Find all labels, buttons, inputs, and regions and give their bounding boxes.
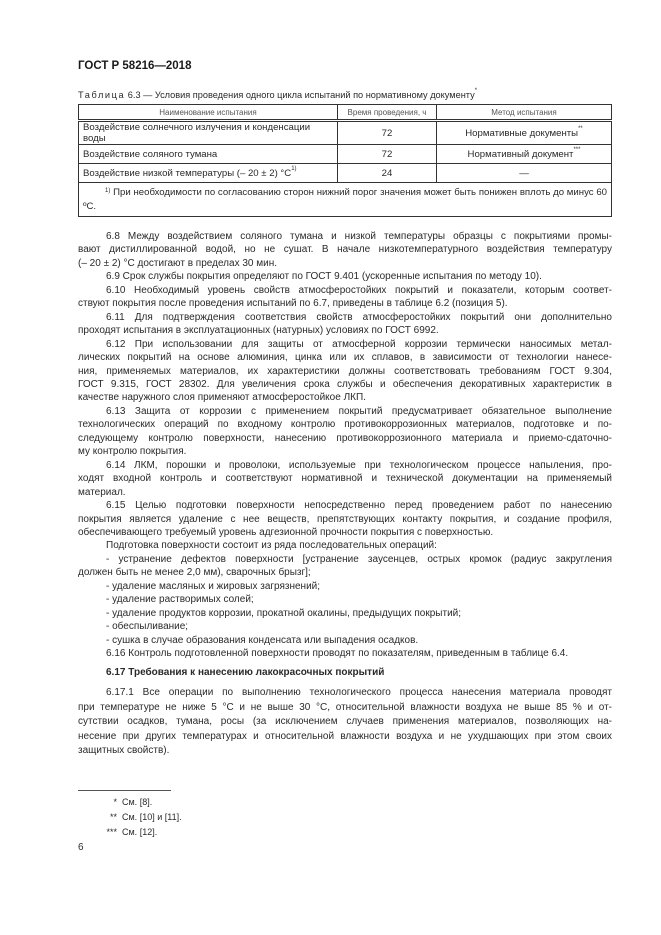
paragraph-line: 6.17.1 Все операции по выполнению технологического процесса нанесения материала проводят [106,687,612,698]
paragraph-line: - устранение дефектов поверхности [устранение заусенцев, острых кромок (радиус закругления [106,553,612,565]
table-row [79,121,612,145]
caption-text: 6.3 — Условия проведения одного цикла испытаний по нормативному документу [125,90,475,100]
paragraph-line: обеспечивающего требуемый уровень адгезионной прочности покрытия с поверхностью. [78,526,494,538]
test-time: 24 [338,164,437,183]
paragraph-line: 6.10 Необходимый уровень свойств атмосферостойких покрытий и показатели, которым соответ- [106,284,612,296]
test-name-text: Воздействие низкой температуры (– 20 ± 2) °C [83,167,292,179]
body-text [78,230,612,661]
paragraph-line: при температуре не ниже 5 °C и не выше 30 °C, относительной влажности воздуха не выше 85 % и от- [78,701,612,713]
footnote-mark: ** [578,125,583,132]
test-time: 72 [338,121,437,145]
paragraph-6-17-1 [78,686,612,759]
table-note-row [79,183,612,217]
paragraph-line: 6.8 Между воздействием соляного тумана и низкой температуры образцы с покрытиями промы- [106,231,612,242]
paragraph-line: проходят испытания в эксплуатационных (натурных) условиях по ГОСТ 6992. [78,325,439,337]
test-method [437,121,612,145]
footnote-text: См. [8]. [122,797,153,807]
page-number: 6 [78,842,84,853]
list-item: - обеспыливание; [106,621,189,633]
paragraph-line: несение при других температурах и относительной влажности воздуха и не ухудшающих при этом своих [78,730,612,742]
column-header: Наименование испытания [79,105,338,121]
table-row [79,164,612,183]
note-mark: 1) [105,188,111,194]
caption-footnote-mark: * [474,88,478,94]
paragraph-line: (– 20 ± 2) °C достигают в пределах 30 мин. [78,257,278,269]
paragraph-line: технологических операций по входному контролю противокоррозионных материалов, подготовке и по- [78,419,612,431]
list-item: - удаление масляных и жировых загрязнений; [106,580,321,592]
footnote-separator [78,790,171,791]
footnote-mark: *** [573,146,581,153]
paragraph-line: 6.16 Контроль подготовленной поверхности проводят по показателям, приведенным в таблице 6.4. [106,648,569,660]
footnote-mark: 1) [291,165,297,172]
paragraph-line: вают дистиллированной водой, но не сушат. В начале низкотемпературного воздействия температуру [78,244,612,256]
table-header-row [79,105,612,121]
paragraph-line: должен быть не менее 2,0 мм), сварочных брызг]; [78,567,311,579]
paragraph-line: 6.9 Срок службы покрытия определяют по ГОСТ 9.401 (ускоренные испытания по методу 10). [106,271,542,283]
method-text: Нормативный документ [467,148,574,160]
footnote-mark: * [113,797,117,807]
footnote-mark: ** [109,812,117,822]
paragraph-line: ходят входной контроль и соответствуют нормативной и технической документации на применяемый [78,473,612,485]
table-row [79,145,612,164]
caption-prefix: Таблица [78,90,126,100]
footnotes [100,795,182,840]
footnote [100,795,182,810]
test-name: Воздействие солнечного излучения и конденсации воды [79,121,338,145]
list-item: - удаление растворимых солей; [106,594,254,606]
paragraph-line: сутствии осадков, тумана, росы (за исключением случаев применения материалов, позволяющих на- [78,716,612,727]
paragraph-line: 6.11 Для подтверждения соответствия свойств атмосферостойких покрытий они дополнительно [106,311,612,323]
paragraph-line: 6.12 При использовании для защиты от атмосферной коррозии термически наносимых метал- [106,338,612,350]
paragraph-line: ствуют покрытия после проведения испытаний по 6.7, приведены в таблице 6.2 (позиция 5). [78,298,508,310]
section-heading: 6.17 Требования к нанесению лакокрасочных покрытий [106,667,385,678]
column-header: Метод испытания [437,105,612,121]
paragraph-line: лических покрытий на основе алюминия, цинка или их сплавов, в зависимости от технологии нанесе- [78,352,612,364]
paragraph-line: 6.15 Целью подготовки поверхности непосредственно перед проведением работ по нанесению [106,500,612,512]
column-header: Время проведения, ч [338,105,437,121]
test-name: Воздействие соляного тумана [79,145,338,164]
note-text: При необходимости по согласованию сторон нижний порог значения может быть понижен вплоть до минус 60 ºC. [83,187,607,212]
method-text: Нормативные документы [465,127,579,139]
paragraph-line: материал. [78,486,126,498]
footnote [100,810,182,825]
paragraph-line: ния, применяемых материалов, их характеристики должны соответствовать требованиям ГОСТ 9.304, [78,365,612,377]
footnote [100,825,182,840]
list-item: - сушка в случае образования конденсата или выпадения осадков. [106,634,419,646]
paragraph-line: покрытия является удаление с нее веществ, препятствующих контакту покрытия, и создание профиля, [78,513,612,525]
list-item: - удаление продуктов коррозии, прокатной окалины, предыдущих покрытий; [106,607,462,619]
test-conditions-table [78,104,612,217]
paragraph-line: Подготовка поверхности состоит из ряда последовательных операций: [106,540,437,552]
test-method: — [437,164,612,183]
test-method [437,145,612,164]
footnote-text: См. [10] и [11]. [122,812,182,822]
paragraph-line: 6.13 Защита от коррозии с применением покрытий предусматривает обязательное выполнение [106,405,612,417]
paragraph-line: следующему контролю поверхности, нанесению противокоррозионного материала и приемо-сдаточно- [78,432,612,444]
table-caption [78,90,477,100]
paragraph-line: ГОСТ 9.315, ГОСТ 28302. Для увеличения срока службы и обеспечения декоративных характеристик в [78,378,612,390]
paragraph-line: качестве наружного слоя применяют атмосферостойкое ЛКП. [78,392,366,404]
paragraph-line: защитных свойств). [78,745,170,756]
table-note [79,183,612,217]
test-name [79,164,338,183]
test-time: 72 [338,145,437,164]
document-header: ГОСТ Р 58216—2018 [78,60,192,72]
paragraph-line: 6.14 ЛКМ, порошки и проволоки, используемые при технологическом процессе напыления, про- [106,459,612,471]
footnote-mark: *** [106,827,117,837]
footnote-text: См. [12]. [122,827,158,837]
paragraph-line: му контролю покрытия. [78,446,187,458]
